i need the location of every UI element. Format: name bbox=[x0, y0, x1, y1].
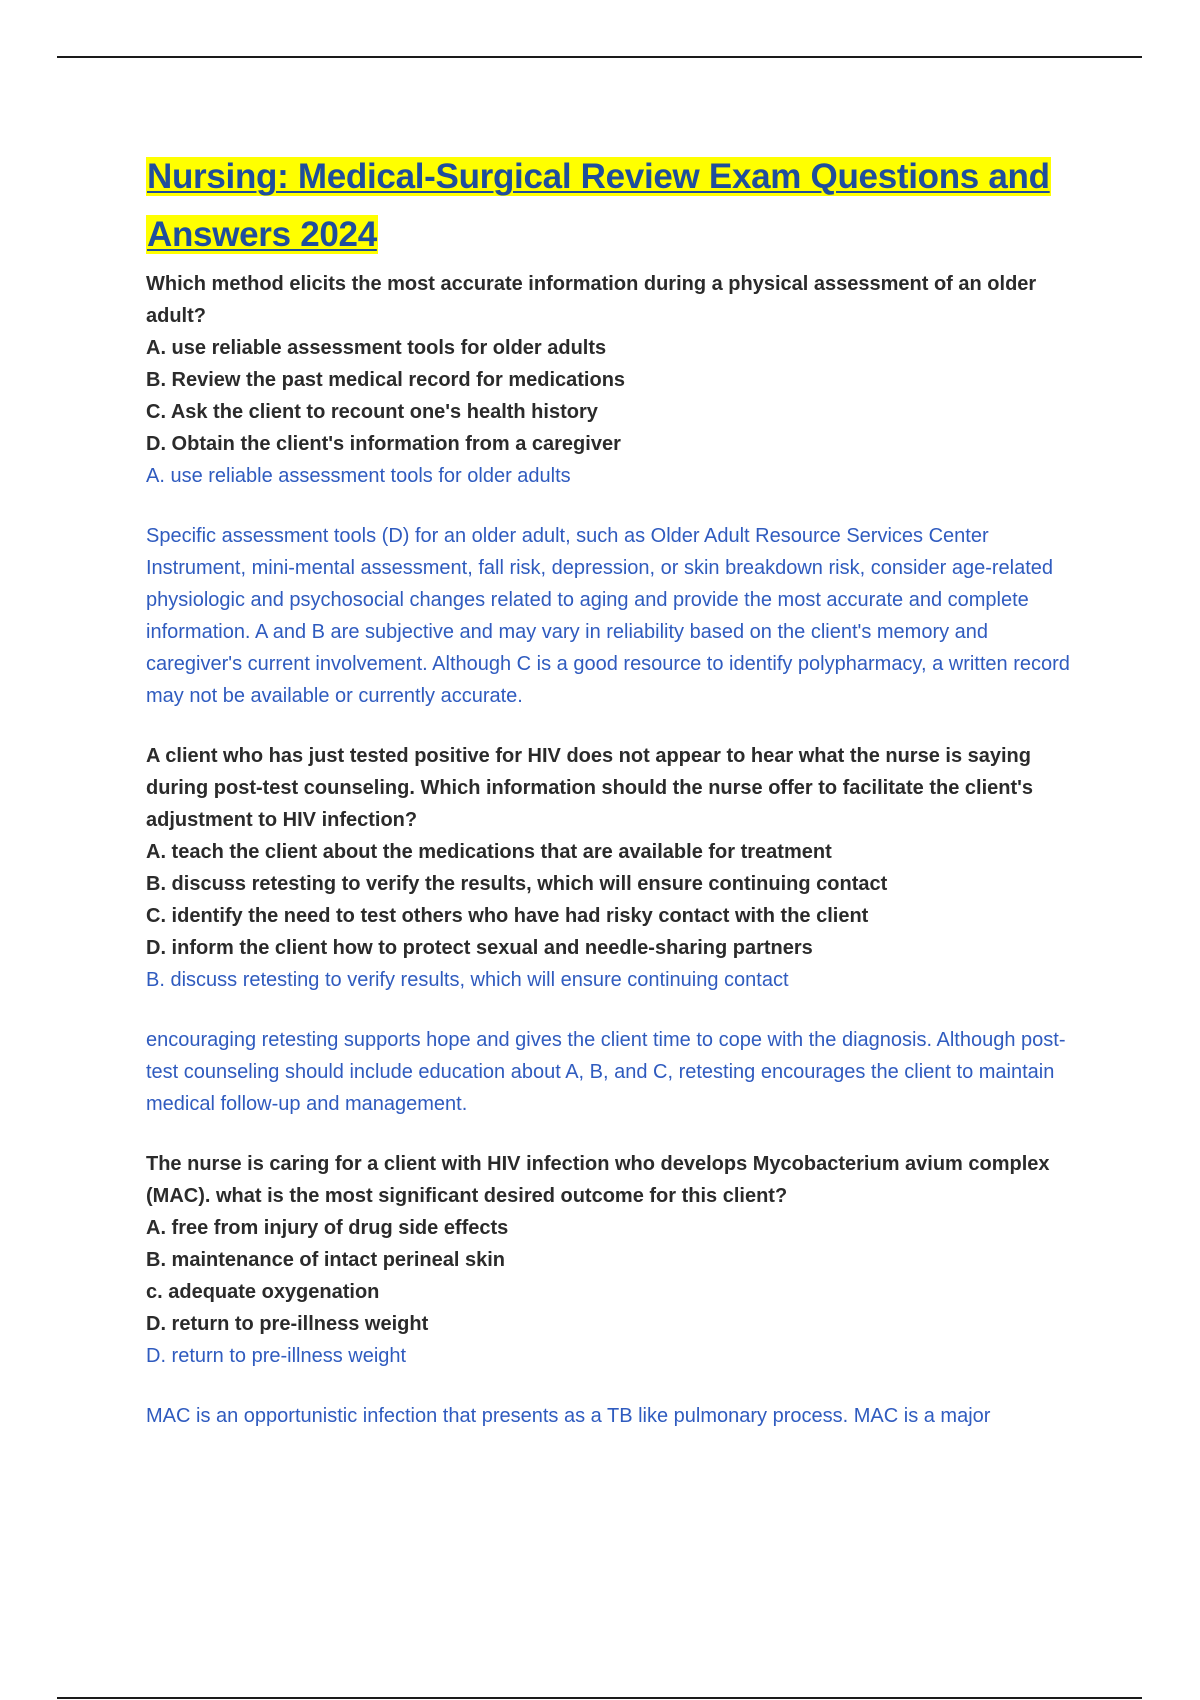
answer-text: A. use reliable assessment tools for older adults bbox=[146, 465, 571, 487]
option-c: C. Ask the client to recount one's health history bbox=[146, 401, 598, 423]
option-c: C. identify the need to test others who have had risky contact with the client bbox=[146, 905, 869, 927]
option-d: D. inform the client how to protect sexual and needle-sharing partners bbox=[146, 937, 813, 959]
answer-text: D. return to pre-illness weight bbox=[146, 1345, 407, 1367]
option-b: B. discuss retesting to verify the results, which will ensure continuing contact bbox=[146, 873, 888, 895]
option-a: A. use reliable assessment tools for older adults bbox=[146, 337, 607, 359]
option-a: A. free from injury of drug side effects bbox=[146, 1217, 509, 1239]
rationale-text: Specific assessment tools (D) for an older adult, such as Older Adult Resource Services Center Instrument, mini-mental assessment, fall risk, depression, or skin breakdown risk, consider age-related physiologic and psychosocial changes related to aging and provide the most accurate and complete information. A and B are subjective and may vary in reliability based on the client's memory and caregiver's current involvement. Although C is a good resource to identify polypharmacy, a written record may not be available or currently accurate. bbox=[146, 525, 1070, 707]
option-c: c. adequate oxygenation bbox=[146, 1281, 380, 1303]
document-body bbox=[146, 148, 1086, 1432]
question-block-2 bbox=[146, 740, 1086, 1120]
option-d: D. Obtain the client's information from a caregiver bbox=[146, 433, 621, 455]
bottom-rule bbox=[57, 1697, 1142, 1699]
option-b: B. maintenance of intact perineal skin bbox=[146, 1249, 505, 1271]
option-b: B. Review the past medical record for medications bbox=[146, 369, 626, 391]
question-text: Which method elicits the most accurate information during a physical assessment of an older adult? bbox=[146, 273, 1037, 327]
document-title: Nursing: Medical-Surgical Review Exam Questions and Answers 2024 bbox=[147, 157, 1050, 254]
question-block-3 bbox=[146, 1148, 1086, 1432]
question-text: The nurse is caring for a client with HIV infection who develops Mycobacterium avium complex (MAC). what is the most significant desired outcome for this client? bbox=[146, 1153, 1050, 1207]
option-a: A. teach the client about the medications that are available for treatment bbox=[146, 841, 832, 863]
question-block-1 bbox=[146, 268, 1086, 712]
question-text: A client who has just tested positive for HIV does not appear to hear what the nurse is saying during post-test counseling. Which information should the nurse offer to facilitate the client's adjustment to HIV infection? bbox=[146, 745, 1034, 831]
rationale-text: encouraging retesting supports hope and gives the client time to cope with the diagnosis. Although post-test counseling should include education about A, B, and C, retesting encourages the client to maintain medical follow-up and management. bbox=[146, 1029, 1066, 1115]
top-rule bbox=[57, 56, 1142, 58]
rationale-text: MAC is an opportunistic infection that presents as a TB like pulmonary process. MAC is a major bbox=[146, 1405, 991, 1427]
answer-text: B. discuss retesting to verify results, which will ensure continuing contact bbox=[146, 969, 789, 991]
option-d: D. return to pre-illness weight bbox=[146, 1313, 429, 1335]
